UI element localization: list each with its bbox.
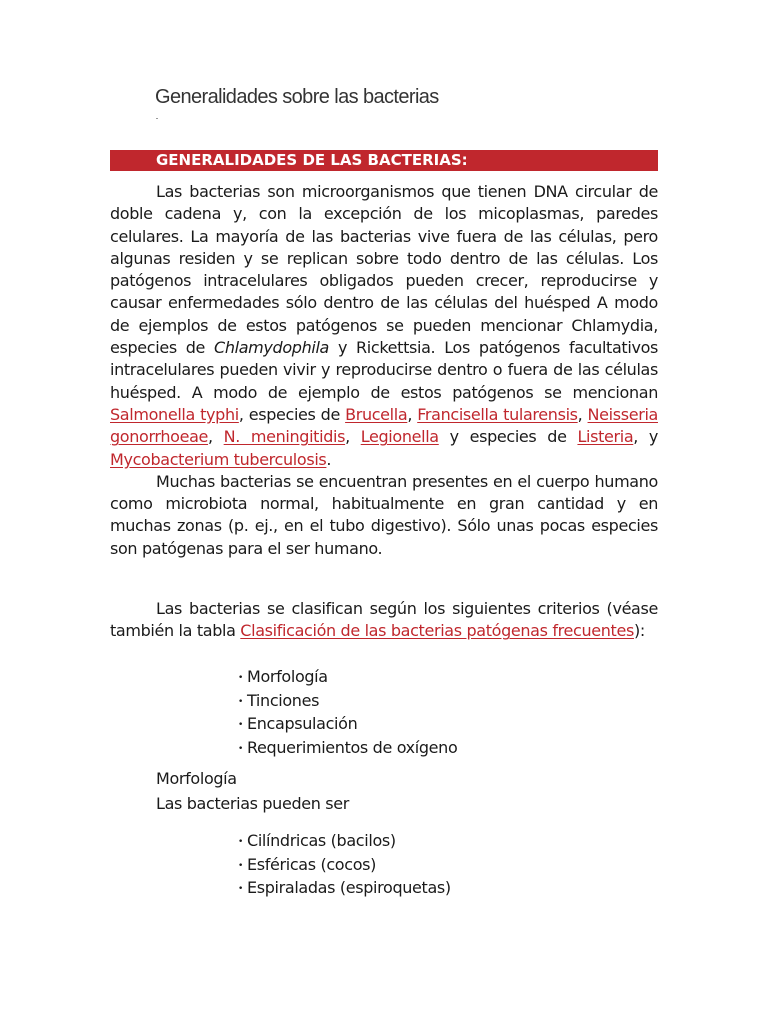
link-brucella[interactable]: Brucella — [345, 404, 408, 424]
title-separator — [156, 118, 158, 119]
list-item-label: Encapsulación — [247, 714, 358, 733]
paragraph-text: y Rickettsia. Los patógenos facultativos intracelulares pueden vivir y reproducirse dentro o fuera de las células huésped. A modo de ejemplo de estos patógenos se mencionan — [110, 338, 658, 402]
paragraph-intracellular — [110, 181, 658, 471]
classification-text-block — [110, 598, 658, 643]
link-francisella-tularensis[interactable]: Francisella tularensis — [417, 404, 578, 424]
bullet-icon: • — [238, 884, 243, 894]
paragraph-microbiota: Muchas bacterias se encuentran presentes en el cuerpo humano como microbiota normal, habitualmente en gran cantidad y en muchas zonas (p. ej., en el tubo digestivo). Sólo unas pocas especies son patógenas para el ser humano. — [110, 471, 658, 558]
link-neisseria-gonorrhoeae[interactable]: Neisseria gonorrhoeae — [110, 404, 658, 447]
paragraph-text: , especies de — [238, 404, 346, 424]
paragraph-text: y especies de — [438, 427, 578, 447]
list-item-label: Espiraladas (espiroquetas) — [247, 878, 451, 897]
link-legionella[interactable]: Legionella — [360, 427, 439, 447]
list-item-label: Cilíndricas (bacilos) — [247, 831, 396, 850]
paragraph-text: , — [407, 404, 418, 424]
morphology-heading: Morfología — [156, 769, 237, 788]
morphology-intro: Las bacterias pueden ser — [156, 794, 349, 813]
bullet-icon: • — [238, 860, 243, 871]
section-heading-bar — [110, 150, 658, 171]
bullet-icon: • — [238, 720, 243, 730]
list-item — [238, 854, 451, 878]
bullet-icon: • — [238, 743, 243, 754]
section-heading: GENERALIDADES DE LAS BACTERIAS: — [156, 151, 468, 169]
paragraph-text: . — [326, 449, 332, 469]
paragraph-text: ): — [633, 621, 645, 641]
list-item — [238, 830, 451, 854]
bullet-icon: • — [238, 673, 243, 683]
paragraph-text: Las bacterias son microorganismos que tienen DNA circular de doble cadena y, con la excepción de los micoplasmas, paredes celulares. La mayoría de las bacterias vive fuera de las células, pero algunas residen y se replican sobre todo dentro de las células. Los patógenos intracelulares obligados pueden crecer, reproducirse y causar enfermedades sólo dentro de las células del huésped A modo de ejemplos de estos patógenos se pueden mencionar Chlamydia, especies de — [110, 182, 658, 358]
list-item — [238, 877, 451, 901]
link-classification-table[interactable]: Clasificación de las bacterias patógenas frecuentes — [240, 621, 634, 641]
list-item — [238, 737, 457, 761]
list-item-label: Morfología — [247, 667, 328, 686]
paragraph-text: , — [577, 404, 588, 424]
list-item — [238, 690, 457, 714]
criteria-list — [238, 666, 457, 760]
genus-chlamydophila: Chlamydophila — [214, 338, 330, 358]
paragraph-text: , — [345, 427, 361, 447]
link-salmonella-typhi[interactable]: Salmonella typhi — [110, 404, 239, 424]
paragraph-text: Las bacterias se clasifican según los siguientes criterios (véase también la tabla — [110, 599, 658, 641]
link-mycobacterium-tuberculosis[interactable]: Mycobacterium tuberculosis — [110, 449, 327, 469]
morphology-list — [238, 830, 451, 901]
paragraph-text: , — [208, 427, 224, 447]
bullet-icon: • — [238, 696, 243, 707]
list-item-label: Requerimientos de oxígeno — [247, 737, 458, 757]
intro-text-block — [110, 181, 658, 560]
paragraph-classification — [110, 598, 658, 643]
link-n-meningitidis[interactable]: N. meningitidis — [223, 427, 346, 447]
document-title: Generalidades sobre las bacterias — [155, 86, 439, 108]
bullet-icon: • — [238, 837, 243, 847]
list-item-label: Tinciones — [247, 690, 320, 710]
paragraph-text: , y — [633, 427, 658, 447]
list-item-label: Esféricas (cocos) — [247, 854, 377, 874]
link-listeria[interactable]: Listeria — [577, 427, 634, 447]
list-item — [238, 713, 457, 737]
list-item — [238, 666, 457, 690]
